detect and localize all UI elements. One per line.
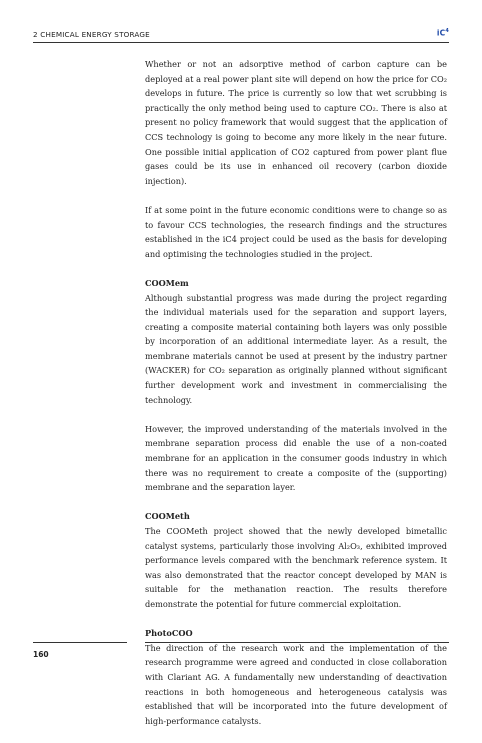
body-text <box>145 57 447 743</box>
paragraph: However, the improved understanding of the materials involved in the membrane separation process did enable the use of a non-coated membrane for an application in the consumer goods industry in which there was no requirement to create a composite of the (supporting) membrane and the separation layer. <box>145 423 447 493</box>
ic4-logo <box>437 28 449 38</box>
section-heading-photocoo: PhotoCOO <box>145 628 193 639</box>
footer-rule-left <box>33 642 127 643</box>
header-rule <box>33 42 449 43</box>
chapter-title: 2 CHEMICAL ENERGY STORAGE <box>33 30 150 39</box>
logo-superscript: 4 <box>445 28 449 34</box>
paragraph: If at some point in the future economic conditions were to change so as to favour CCS technologies, the research findings and the structures established in the iC4 project could be used as the basis for developing and optimising the technologies studied in the project. <box>145 204 447 259</box>
paragraph: The direction of the research work and the implementation of the research programme were agreed and conducted in close collaboration with Clariant AG. A fundamentally new understanding of deactivation reactions in both homogeneous and heterogeneous catalysis was established that will be incorporated into the future development of high-performance catalysts. <box>145 642 447 726</box>
paragraph: Whether or not an adsorptive method of carbon capture can be deployed at a real power plant site will depend on how the price for CO₂ develops in future. The price is currently so low that wet scrubbing is practically the only method being used to capture CO₂. There is also at present no policy framework that would suggest that the application of CCS technology is going to become any more likely in the near future. One possible initial application of CO2 captured from power plant flue gases could be its use in enhanced oil recovery (carbon dioxide injection). <box>145 59 447 186</box>
paragraph: Although substantial progress was made during the project regarding the individual materials used for the separation and support layers, creating a composite material containing both layers was only possible by incorporation of an additional intermediate layer. As a result, the membrane materials cannot be used at present by the industry partner (WACKER) for CO₂ separation as originally planned without significant further development work and investment in commercialising the technology. <box>145 292 447 405</box>
paragraph: The COOMeth project showed that the newly developed bimetallic catalyst systems, particularly those involving Al₂O₃, exhibited improved performance levels compared with the benchmark reference system. It was also demonstrated that the reactor concept developed by MAN is suitable for the methanation reaction. The results therefore demonstrate the potential for future commercial exploitation. <box>145 526 447 609</box>
logo-text: iC <box>436 28 446 38</box>
section-heading-coomem: COOMem <box>145 277 189 288</box>
section-heading-coometh: COOMeth <box>145 511 190 522</box>
page-header <box>33 28 449 42</box>
footer-rule-right <box>145 642 449 643</box>
page-number: 160 <box>33 650 49 659</box>
